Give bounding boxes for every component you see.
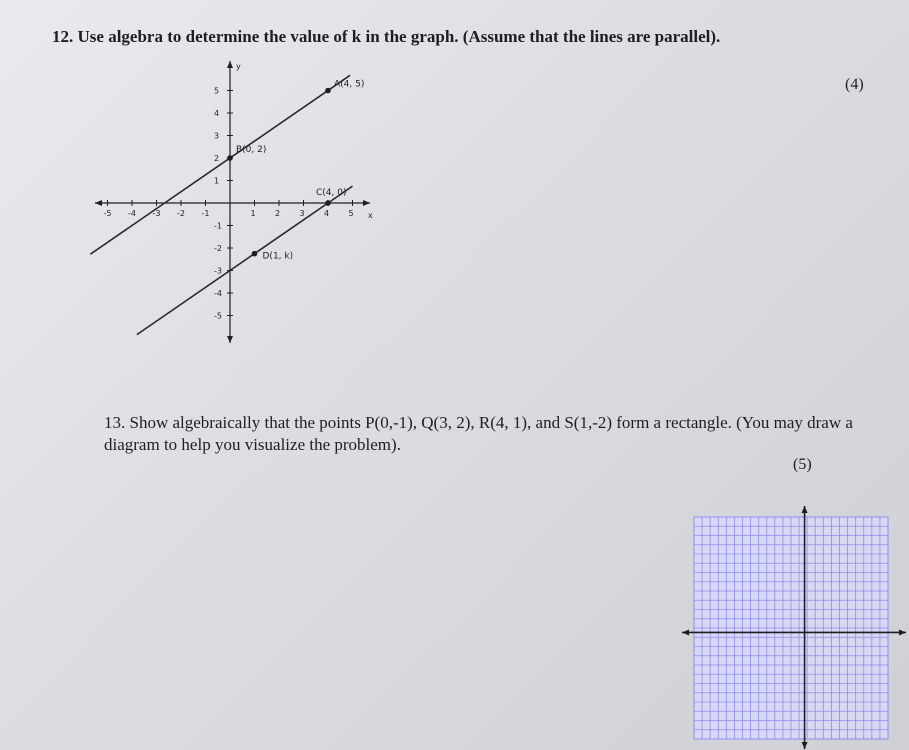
point-label: C(4, 0) bbox=[316, 188, 347, 198]
y-tick-label: -2 bbox=[214, 244, 222, 253]
point-marker bbox=[325, 88, 331, 94]
grid-x-arrow-right bbox=[899, 629, 906, 635]
x-axis-arrow-left bbox=[95, 200, 102, 206]
answer-grid bbox=[680, 505, 909, 750]
x-tick-label: 2 bbox=[275, 209, 281, 218]
line-through-c-d bbox=[137, 186, 353, 335]
question-13-text: Show algebraically that the points P(0,-1), Q(3, 2), R(4, 1), and S(1,-2) form a rectangle. (You may draw a diagram to help you visualize the problem). bbox=[104, 413, 853, 454]
point-label: B(0, 2) bbox=[236, 145, 267, 155]
y-tick-label: 4 bbox=[214, 109, 220, 118]
grid-y-arrow-down bbox=[802, 742, 808, 749]
point-marker bbox=[227, 155, 233, 161]
y-axis-arrow-down bbox=[227, 336, 233, 343]
point-label: D(1, k) bbox=[262, 251, 294, 262]
y-axis-label: y bbox=[236, 62, 241, 71]
x-tick-label: 1 bbox=[250, 209, 256, 218]
question-12-number: 12. bbox=[52, 27, 74, 46]
question-12-marks: (4) bbox=[845, 76, 864, 93]
point-marker bbox=[325, 200, 331, 206]
x-tick-label: -3 bbox=[152, 209, 161, 218]
x-tick-label: -1 bbox=[201, 209, 210, 218]
x-axis-arrow-right bbox=[363, 200, 370, 206]
question-13-marks: (5) bbox=[793, 456, 812, 473]
question-13-number: 13. bbox=[104, 413, 126, 432]
y-tick-label: -5 bbox=[214, 311, 222, 321]
grid-x-arrow-left bbox=[682, 629, 689, 635]
y-tick-label: -1 bbox=[214, 221, 222, 231]
y-tick-label: -3 bbox=[214, 266, 222, 276]
y-tick-label: 1 bbox=[214, 176, 220, 186]
y-tick-label: 3 bbox=[214, 131, 220, 141]
q12-coordinate-graph bbox=[90, 55, 390, 355]
x-axis-label: x bbox=[368, 211, 373, 220]
x-tick-label: -5 bbox=[103, 209, 112, 218]
x-tick-label: -4 bbox=[128, 209, 136, 218]
x-tick-label: 4 bbox=[324, 209, 330, 218]
y-tick-label: 5 bbox=[214, 86, 220, 96]
x-tick-label: -2 bbox=[177, 209, 185, 218]
x-tick-label: 3 bbox=[299, 209, 305, 218]
y-tick-label: -4 bbox=[214, 289, 222, 298]
question-12-text: Use algebra to determine the value of k in the graph. (Assume that the lines are parallel). bbox=[77, 27, 721, 46]
grid-y-arrow-up bbox=[802, 506, 808, 513]
y-axis-arrow-up bbox=[227, 61, 233, 68]
y-tick-label: 2 bbox=[214, 154, 220, 163]
question-13 bbox=[104, 412, 894, 456]
point-marker bbox=[252, 251, 258, 257]
point-label: A(4, 5) bbox=[334, 79, 365, 90]
x-tick-label: 5 bbox=[348, 209, 354, 218]
question-12 bbox=[52, 26, 720, 48]
